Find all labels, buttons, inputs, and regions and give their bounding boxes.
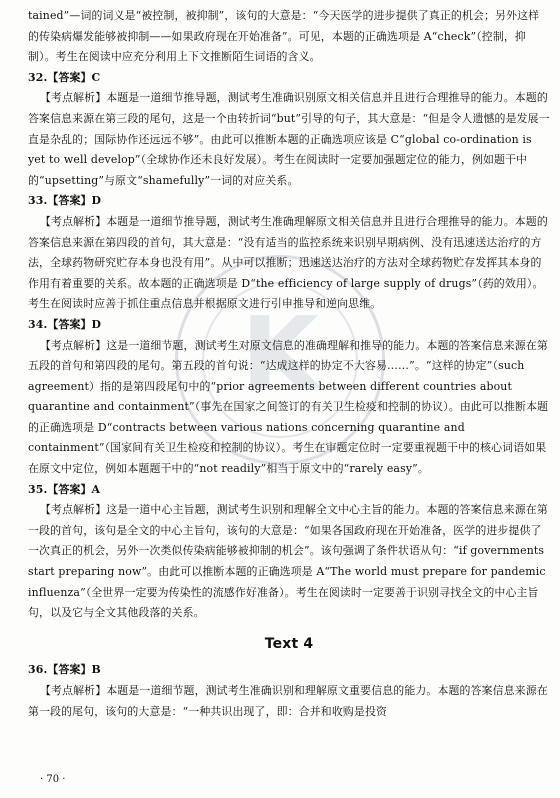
q36-answer: 36.【答案】B xyxy=(28,663,101,677)
q32-analysis: 【考点解析】本题是一道细节推导题，测试考生准确识别原文相关信息并且进行合理推导的能力。本题的答案信息来源在第三段的尾句，这是一个由转折词“but”引导的句子，其大意是：“但是令人遗憾的是发展一直是杂乱的；国际协作还远远不够”。由此可以推断本题的正确选项应该是 C“global co-ordination is yet to well develop”（全球协作还未良好发展）。考生在阅读时一定要加强题定位的能力，例如题干中的“upsetting”与原文“shamefully”一词的对应关系。 xyxy=(28,91,550,187)
section-title-text-4: Text 4 xyxy=(264,635,314,652)
q34-analysis: 【考点解析】这是一道细节题，测试考生对原文信息的准确理解和推导的能力。本题的答案信息来源在第五段的首句和第四段的尾句。第五段的首句说：“达成这样的协定不大容易……”。“这样的协定”（such agreement）指的是第四段尾句中的“prior agreements between different countries about quarantine and containment”（事先在国家之间签订的有关卫生检疫和控制的协议）。由此可以推断本题的正确选项是 D“contracts between various nations concerning quarantine and containment”（国家间有关卫生检疫和控制的协议）。考生在审题定位时一定要重视题干中的核心词语如果在原文中定位，例如本题题干中的“not readily”相当于原文中的“rarely easy”。 xyxy=(28,338,549,476)
q35-analysis: 【考点解析】这是一道中心主旨题，测试考生识别和理解全文中心主旨的能力。本题的答案信息来源在第一段的首句，该句是全文的中心主旨句，该句的大意是：“如果各国政府现在开始准备，医学的进步提供了一次真正的机会，另外一次类似传染病能够被抑制的机会”。该句强调了条件状语从句：“if governments start preparing now”。由此可以推断本题的正确选项是 A“The world must prepare for pandemic influenza”（全世界一定要为传染性的流感作好准备）。考生在阅读时一定要善于识别寻找全文的中心主旨句，以及它与全文其他段落的关系。 xyxy=(28,503,548,620)
q31-analysis-continuation: tained”—词的词义是“被控制，被抑制”，该句的大意是：“今天医学的进步提供了真正的机会；另外这样的传染病爆发能够被抑制——如果政府现在开始准备”。可见，本题的正确选项是 A“check”（控制，抑制）。考生在阅读中应充分利用上下文推断陌生词语的含义。 xyxy=(28,9,540,64)
q34-answer: 34.【答案】D xyxy=(28,317,102,331)
q33-answer: 33.【答案】D xyxy=(28,194,102,208)
page-number: · 70 · xyxy=(40,774,66,785)
q36-analysis: 【考点解析】本题是一道细节题，测试考生准确识别和理解原文重要信息的能力。本题的答案信息来源在第一段的尾句，该句的大意是：“一种共识出现了，即：合并和收购是投资 xyxy=(28,684,548,718)
q35-answer: 35.【答案】A xyxy=(28,482,101,496)
answer-key-content xyxy=(28,6,550,722)
q32-answer: 32.【答案】C xyxy=(28,70,101,84)
q33-analysis: 【考点解析】本题是一道细节推导题，测试考生准确理解原文相关信息并且进行合理推导的能力。本题的答案信息来源在第四段的首句，其大意是：“没有适当的监控系统来识别早期病例、没有迅速送达治疗的方法，全球药物研究贮存本身也没有用”。从中可以推断；迅速送达治疗的方法对全球药物贮存发挥其本身的作用有着重要的关系。故本题的正确选项是 D“the efficiency of large supply of drugs”（药的效用）。考生在阅读时应善于抓住重点信息并根据原文进行引申推导和逆向思维。 xyxy=(28,214,548,311)
